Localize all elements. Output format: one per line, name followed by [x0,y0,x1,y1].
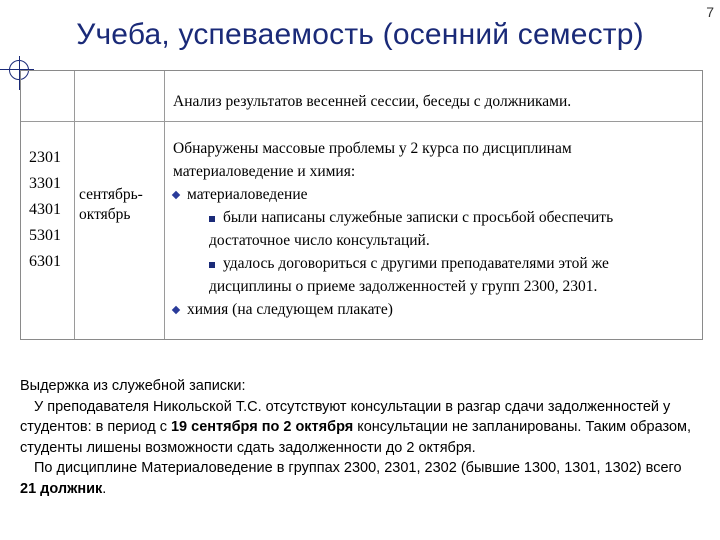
period-line: сентябрь- [79,186,143,203]
memo-text: По дисциплине Материаловедение в группах 2300, 2301, 2302 (бывшие 1300, 1301, 1302) всего [34,460,682,476]
bullet-item [173,183,693,206]
sub-bullet-text: были написаны служебные записки с просьбой обеспечить [223,209,614,226]
memo-text: У преподавателя Никольской Т.С. отсутствуют консультации в разгар сдачи задолженностей у студентов: в период с [20,398,671,435]
group-item: 2301 [29,149,61,166]
findings-intro: материаловедение и химия: [173,163,356,180]
bullet-text: материаловедение [187,186,308,203]
sub-bullet-continuation: дисциплины о приеме задолженностей у групп 2300, 2301. [209,278,598,295]
square-bullet-icon [209,216,215,222]
memo-emphasis: 21 должник [20,480,103,497]
diamond-bullet-icon [172,191,180,199]
page-number: 7 [706,4,714,20]
group-list [29,145,61,275]
period-line: октябрь [79,206,131,223]
group-item: 6301 [29,253,61,270]
memo-extract [20,376,700,499]
memo-text: консультации не запланированы. Таким образом, студенты лишены возможности сдать задолженности до 2 октября. [20,419,692,456]
period-cell [79,185,143,225]
group-item: 5301 [29,227,61,244]
column-divider [164,71,165,339]
memo-heading: Выдержка из служебной записки: [20,378,246,394]
column-divider [74,71,75,339]
memo-text: . [102,480,107,497]
memo-paragraph [20,397,700,459]
sub-bullet-continuation: достаточное число консультаций. [209,232,430,249]
page-title: Учеба, успеваемость (осенний семестр) [76,18,644,51]
square-bullet-icon [209,262,215,268]
row-divider [21,121,702,122]
table-header-text: Анализ результатов весенней сессии, беседы с должниками. [173,93,572,110]
group-item: 3301 [29,175,61,192]
findings-cell [173,137,693,321]
memo-paragraph [20,458,700,499]
bullet-item [173,298,693,321]
sub-bullet-item [173,252,693,275]
sub-bullet-item [173,206,693,229]
bullet-text: химия (на следующем плакате) [187,301,393,318]
memo-emphasis: 19 сентября по 2 октября [170,419,354,435]
schedule-table [20,70,703,340]
diamond-bullet-icon [172,306,180,314]
findings-intro: Обнаружены массовые проблемы у 2 курса по дисциплинам [173,140,572,157]
group-item: 4301 [29,201,61,218]
sub-bullet-text: удалось договориться с другими преподавателями этой же [223,255,609,272]
